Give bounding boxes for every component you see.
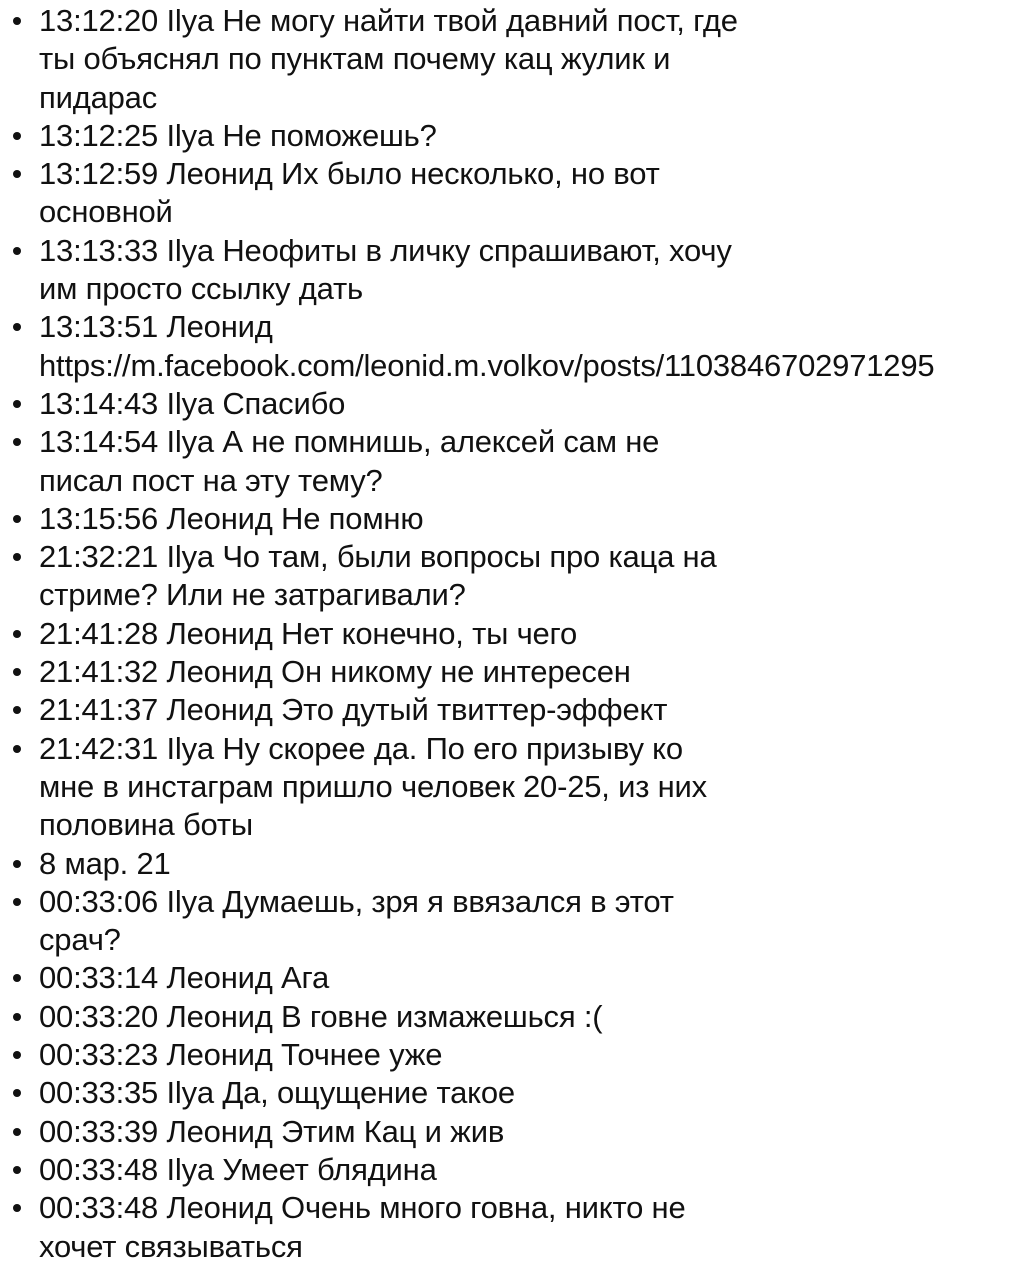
chat-message-line: 21:32:21 Ilya Чо там, были вопросы про каца на	[39, 539, 717, 575]
chat-message-line: 00:33:14 Леонид Ага	[39, 960, 329, 996]
chat-message-line: 13:12:59 Леонид Их было несколько, но вот	[39, 156, 660, 192]
chat-message-line: 13:15:56 Леонид Не помню	[39, 500, 424, 536]
chat-message-item	[0, 1189, 1035, 1266]
chat-message-item	[0, 538, 1035, 615]
chat-message-line: писал пост на эту тему?	[39, 462, 383, 498]
chat-message-line: 13:13:51 Леонид	[39, 309, 273, 345]
bullet-icon	[13, 745, 21, 753]
chat-message-line: половина боты	[39, 807, 253, 843]
chat-message-item	[0, 1036, 1035, 1074]
bullet-icon	[13, 860, 21, 868]
chat-message-item	[0, 998, 1035, 1036]
chat-message-item	[0, 883, 1035, 960]
chat-message-line: ты объяснял по пунктам почему кац жулик и	[39, 41, 671, 77]
chat-message-item	[0, 232, 1035, 309]
bullet-icon	[13, 132, 21, 140]
chat-message-line: 13:14:54 Ilya А не помнишь, алексей сам не	[39, 424, 660, 460]
chat-message-line: стриме? Или не затрагивали?	[39, 577, 466, 613]
chat-message-line: https://m.facebook.com/leonid.m.volkov/posts/1103846702971295	[39, 347, 935, 383]
chat-message-line: 00:33:39 Леонид Этим Кац и жив	[39, 1113, 505, 1149]
chat-message-item	[0, 2, 1035, 117]
chat-message-line: 00:33:48 Ilya Умеет блядина	[39, 1151, 437, 1187]
chat-message-line: хочет связываться	[39, 1228, 303, 1264]
chat-message-item	[0, 845, 1035, 883]
chat-message-line: 13:12:20 Ilya Не могу найти твой давний пост, где	[39, 3, 738, 38]
chat-message-line: им просто ссылку дать	[39, 271, 363, 307]
bullet-icon	[13, 974, 21, 982]
chat-message-line: основной	[39, 194, 173, 230]
chat-message-line: 00:33:06 Ilya Думаешь, зря я ввязался в этот	[39, 883, 674, 919]
chat-message-item	[0, 653, 1035, 691]
chat-message-item	[0, 117, 1035, 155]
chat-message-item	[0, 1151, 1035, 1189]
bullet-icon	[13, 553, 21, 561]
bullet-icon	[13, 668, 21, 676]
bullet-icon	[13, 898, 21, 906]
chat-message-line: 00:33:35 Ilya Да, ощущение такое	[39, 1075, 515, 1111]
bullet-icon	[13, 1166, 21, 1174]
bullet-icon	[13, 1013, 21, 1021]
bullet-icon	[13, 17, 21, 25]
chat-message-item	[0, 1113, 1035, 1151]
chat-message-line: 13:13:33 Ilya Неофиты в личку спрашивают, хочу	[39, 232, 732, 268]
chat-message-line: 21:41:32 Леонид Он никому не интересен	[39, 654, 631, 690]
chat-message-item	[0, 423, 1035, 500]
bullet-icon	[13, 323, 21, 331]
chat-message-line: 13:14:43 Ilya Спасибо	[39, 385, 346, 421]
chat-message-item	[0, 730, 1035, 845]
chat-message-item	[0, 959, 1035, 997]
chat-message-line: пидарас	[39, 79, 158, 115]
chat-message-line: 13:12:25 Ilya Не поможешь?	[39, 117, 437, 153]
chat-message-line: 00:33:23 Леонид Точнее уже	[39, 1037, 443, 1073]
chat-message-line: срач?	[39, 922, 121, 958]
chat-message-item	[0, 500, 1035, 538]
bullet-icon	[13, 400, 21, 408]
bullet-icon	[13, 1089, 21, 1097]
chat-message-line: 21:41:37 Леонид Это дутый твиттер-эффект	[39, 692, 668, 728]
bullet-icon	[13, 1051, 21, 1059]
bullet-icon	[13, 438, 21, 446]
chat-message-line: 21:42:31 Ilya Ну скорее да. По его призыву ко	[39, 730, 683, 766]
chat-message-line: 21:41:28 Леонид Нет конечно, ты чего	[39, 615, 578, 651]
chat-message-line: 8 мар. 21	[39, 845, 171, 881]
bullet-icon	[13, 630, 21, 638]
bullet-icon	[13, 706, 21, 714]
bullet-icon	[13, 1128, 21, 1136]
chat-message-item	[0, 615, 1035, 653]
chat-message-line: 00:33:48 Леонид Очень много говна, никто не	[39, 1190, 686, 1226]
bullet-icon	[13, 1204, 21, 1212]
bullet-icon	[13, 515, 21, 523]
chat-message-item	[0, 1074, 1035, 1112]
chat-message-line: 00:33:20 Леонид В говне измажешься :(	[39, 998, 603, 1034]
chat-message-item	[0, 385, 1035, 423]
chat-message-item	[0, 308, 1035, 385]
bullet-icon	[13, 247, 21, 255]
chat-message-line: мне в инстаграм пришло человек 20-25, из них	[39, 768, 707, 804]
bullet-icon	[13, 170, 21, 178]
chat-message-item	[0, 155, 1035, 232]
chat-message-item	[0, 691, 1035, 729]
